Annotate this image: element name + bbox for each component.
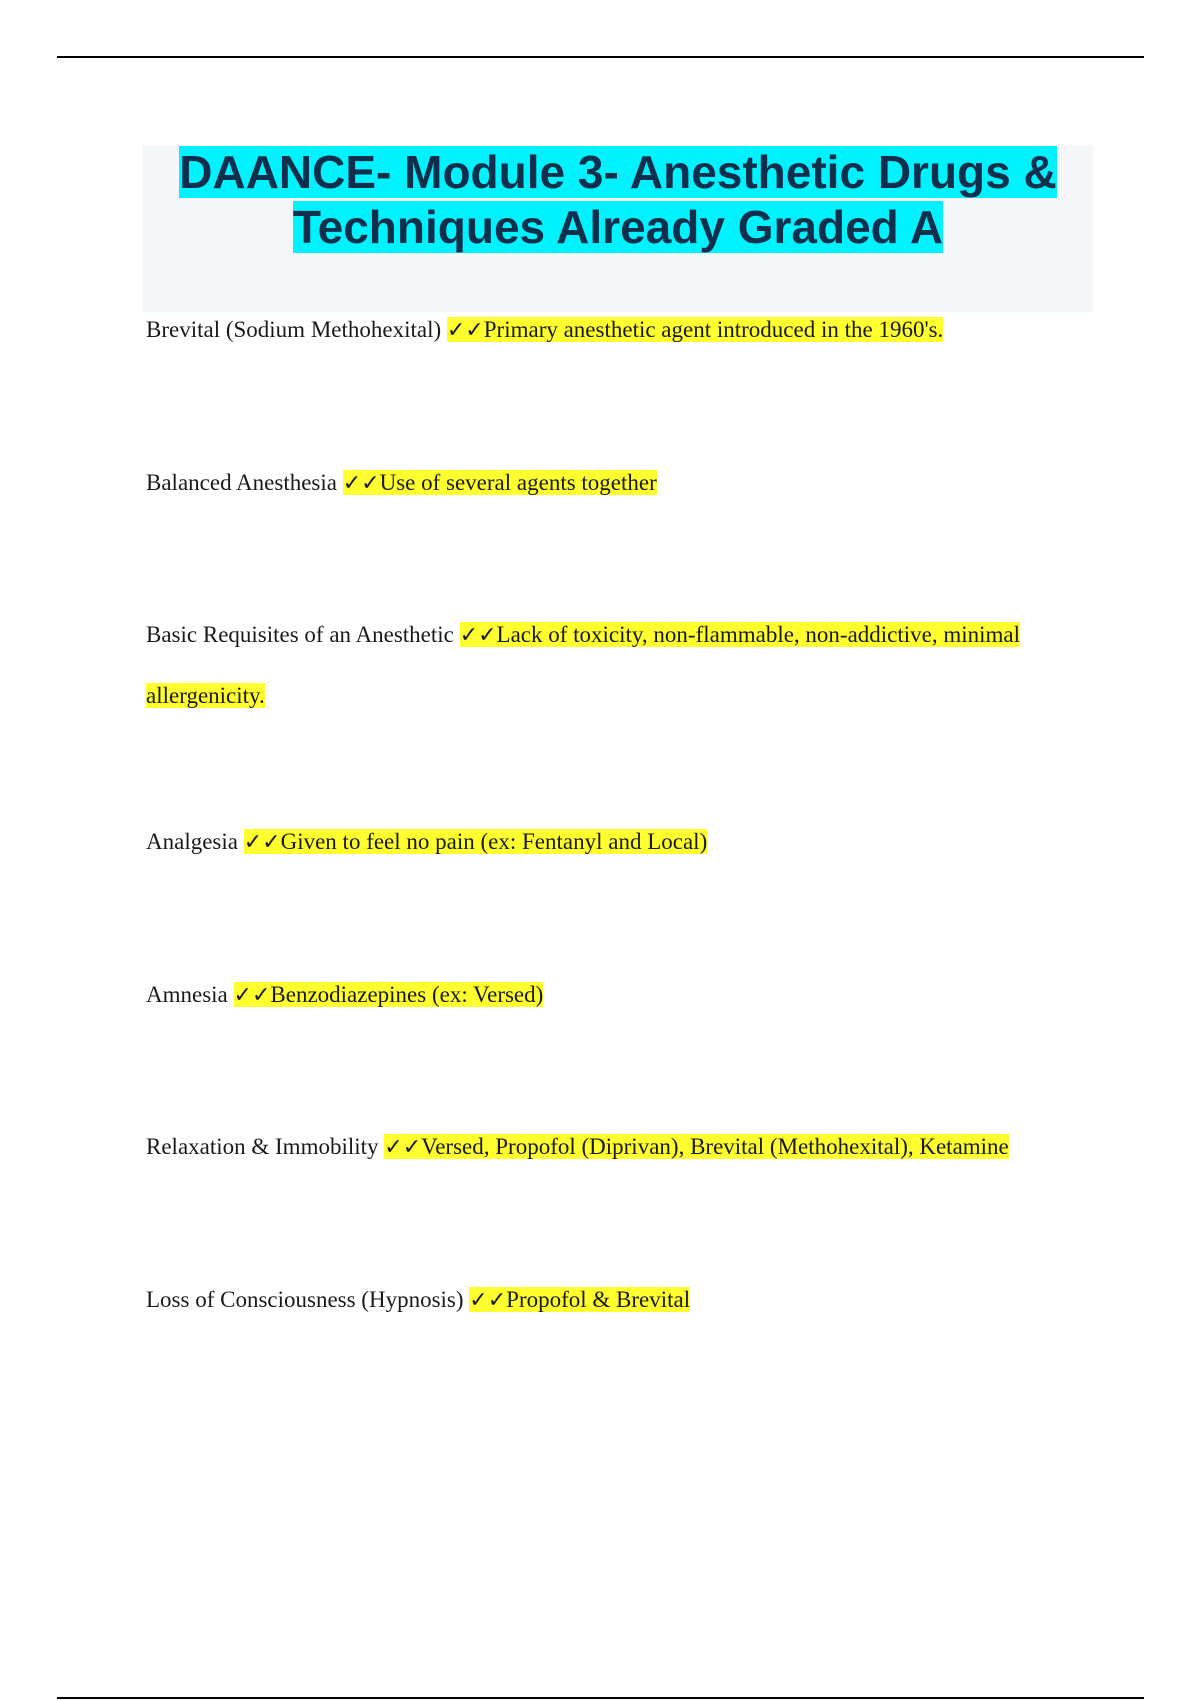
top-rule	[57, 56, 1144, 58]
answer-highlight	[234, 982, 544, 1007]
double-check-icon: ✓✓	[469, 1288, 507, 1313]
answer-highlight	[244, 829, 708, 854]
answer-highlight	[469, 1287, 690, 1312]
double-check-icon: ✓✓	[243, 830, 281, 855]
answer: Benzodiazepines (ex: Versed)	[270, 982, 544, 1007]
double-check-icon: ✓✓	[446, 318, 484, 343]
title-line-1: DAANCE- Module 3- Anesthetic Drugs &	[179, 146, 1057, 198]
answer: Versed, Propofol (Diprivan), Brevital (Methohexital), Ketamine	[421, 1134, 1009, 1159]
qa-item-analgesia	[146, 812, 1106, 873]
answer-highlight	[343, 470, 657, 495]
term: Basic Requisites of an Anesthetic	[146, 622, 454, 647]
answer: Propofol & Brevital	[506, 1287, 691, 1312]
term: Amnesia	[146, 982, 228, 1007]
answer: Use of several agents together	[379, 470, 657, 495]
term: Brevital (Sodium Methohexital)	[146, 317, 442, 342]
qa-item-basic-requisites	[146, 605, 1106, 726]
term: Loss of Consciousness (Hypnosis)	[146, 1287, 464, 1312]
answer: Lack of toxicity, non-flammable, non-addictive, minimal allergenicity.	[146, 622, 1021, 708]
bottom-rule	[57, 1697, 1144, 1699]
answer-highlight	[447, 317, 943, 342]
term: Balanced Anesthesia	[146, 470, 337, 495]
double-check-icon: ✓✓	[384, 1135, 422, 1160]
term: Relaxation & Immobility	[146, 1134, 379, 1159]
qa-item-loss-of-consciousness	[146, 1270, 1106, 1331]
double-check-icon: ✓✓	[233, 983, 271, 1008]
answer-highlight	[384, 1134, 1009, 1159]
qa-item-relaxation-immobility	[146, 1117, 1106, 1178]
answer: Given to feel no pain (ex: Fentanyl and Local)	[280, 829, 708, 854]
qa-item-brevital	[146, 300, 1106, 361]
document-title	[143, 145, 1093, 255]
term: Analgesia	[146, 829, 238, 854]
double-check-icon: ✓✓	[459, 623, 497, 648]
double-check-icon: ✓✓	[342, 471, 380, 496]
qa-item-amnesia	[146, 965, 1106, 1026]
qa-item-balanced-anesthesia	[146, 453, 1106, 514]
title-line-2: Techniques Already Graded A	[292, 201, 944, 253]
answer: Primary anesthetic agent introduced in the 1960's.	[483, 317, 944, 342]
